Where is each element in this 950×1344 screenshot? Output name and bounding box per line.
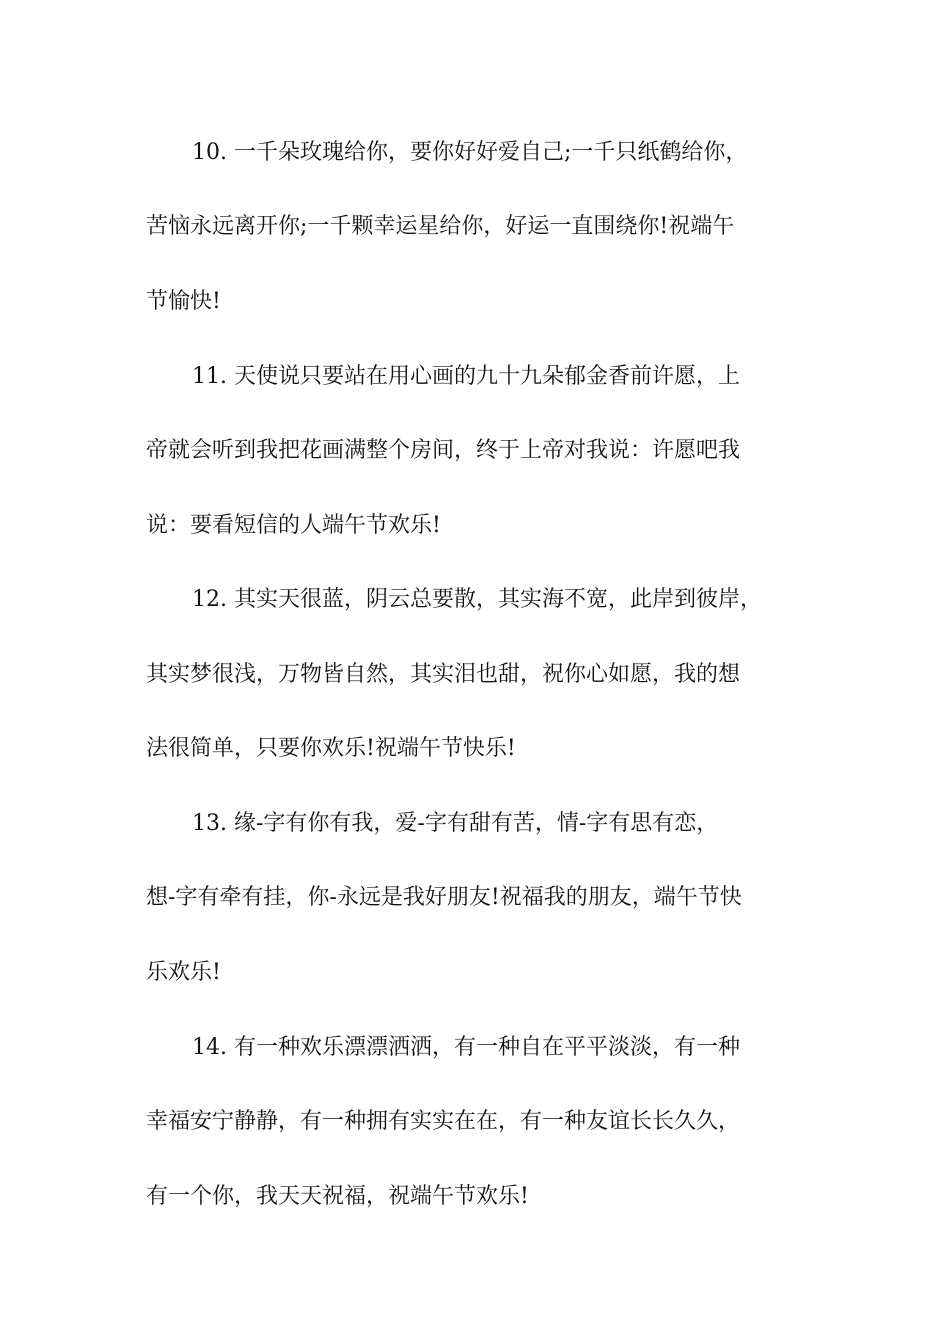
paragraph-line: 13. 缘-字有你有我，爱-字有甜有苦，情-字有思有恋， (192, 811, 719, 836)
paragraph-line: 法很简单，只要你欢乐!祝端午节快乐! (146, 736, 516, 761)
paragraph-line: 10. 一千朵玫瑰给你，要你好好爱自己;一千只纸鹤给你， (192, 140, 748, 165)
paragraph-line: 11. 天使说只要站在用心画的九十九朵郁金香前许愿，上 (192, 364, 740, 389)
paragraph-line: 14. 有一种欢乐漂漂洒洒，有一种自在平平淡淡，有一种 (192, 1035, 740, 1060)
paragraph-line: 说：要看短信的人端午节欢乐! (146, 513, 441, 538)
paragraph-line: 幸福安宁静静，有一种拥有实实在在，有一种友谊长长久久， (146, 1109, 741, 1134)
paragraph-line: 帝就会听到我把花画满整个房间，终于上帝对我说：许愿吧我 (146, 438, 741, 463)
paragraph-line: 12. 其实天很蓝，阴云总要散，其实海不宽，此岸到彼岸， (192, 587, 762, 612)
paragraph-line: 其实梦很浅，万物皆自然，其实泪也甜，祝你心如愿，我的想 (146, 662, 741, 687)
paragraph-line: 苦恼永远离开你;一千颗幸运星给你，好运一直围绕你!祝端午 (146, 214, 735, 239)
paragraph-line: 乐欢乐! (146, 960, 221, 985)
paragraph-line: 有一个你，我天天祝福，祝端午节欢乐! (146, 1184, 529, 1209)
paragraph-line: 节愉快! (146, 289, 221, 314)
paragraph-line: 想-字有牵有挂，你-永远是我好朋友!祝福我的朋友，端午节快 (146, 885, 742, 910)
